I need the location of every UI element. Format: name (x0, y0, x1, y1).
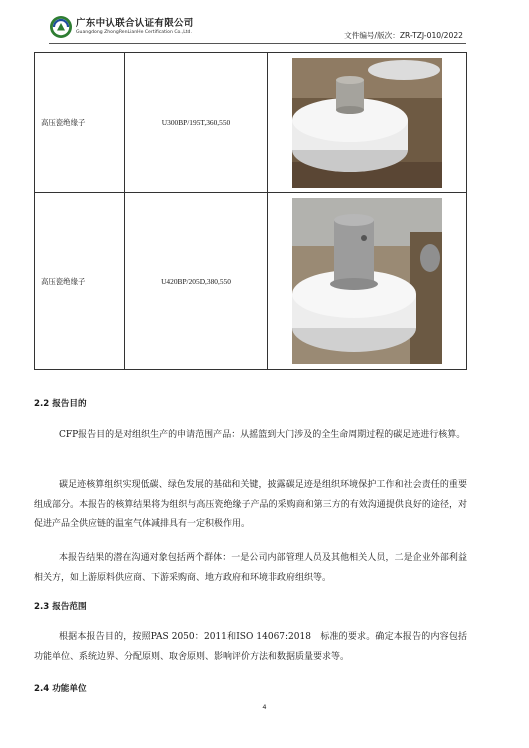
company-name-en: Guangdong ZhongRenLianHe Certification Co.,Ltd. (76, 30, 192, 35)
product-name-cell: 高压瓷绝缘子 (35, 193, 125, 370)
product-table (34, 52, 467, 370)
section-2-2-paragraph-1: CFP报告目的是对组织生产的申请范围产品：从摇篮到大门涉及的全生命周期过程的碳足迹进行核算。 (59, 430, 466, 440)
table-row (35, 193, 467, 370)
page-number: 4 (262, 703, 267, 711)
insulator-photo-2 (292, 198, 442, 364)
table-row (35, 53, 467, 193)
section-2-3-paragraph-1: 根据本报告目的，按照PAS 2050：2011和ISO 14067:2018 标准的要求。确定本报告的内容包括功能单位、系统边界、分配原则、取舍原则、影响评价方法和数据质量要求等。 (34, 632, 467, 662)
section-2-2-paragraph-3: 本报告结果的潜在沟通对象包括两个群体：一是公司内部管理人员及其他相关人员，二是企业外部利益相关方，如上游原料供应商、下游采购商、地方政府和环境非政府组织等。 (34, 553, 467, 583)
company-name-cn: 广东中认联合认证有限公司 (76, 18, 194, 29)
header-divider (49, 43, 466, 44)
section-2-4-title: 2.4 功能单位 (34, 684, 87, 694)
product-name-cell: 高压瓷绝缘子 (35, 53, 125, 193)
section-2-2-title: 2.2 报告目的 (34, 399, 87, 409)
section-2-2-paragraph-2: 碳足迹核算组织实现低碳、绿色发展的基础和关键，披露碳足迹是组织环境保护工作和社会责任的重要组成部分。本报告的核算结果将为组织与高压瓷绝缘子产品的采购商和第三方的有效沟通提供良好的途径，对促进产品全供应链的温室气体减排具有一定积极作用。 (34, 480, 467, 529)
company-logo-icon (49, 15, 73, 39)
product-photo-cell (268, 193, 467, 370)
document-number: 文件编号/版次：ZR-TZJ-010/2022 (344, 31, 463, 40)
product-photo-cell (268, 53, 467, 193)
section-2-3-title: 2.3 报告范围 (34, 602, 87, 612)
product-model-cell: U300BP/195T,360,550 (125, 53, 268, 193)
product-model-cell: U420BP/205D,380,550 (125, 193, 268, 370)
insulator-photo-1 (292, 58, 442, 188)
